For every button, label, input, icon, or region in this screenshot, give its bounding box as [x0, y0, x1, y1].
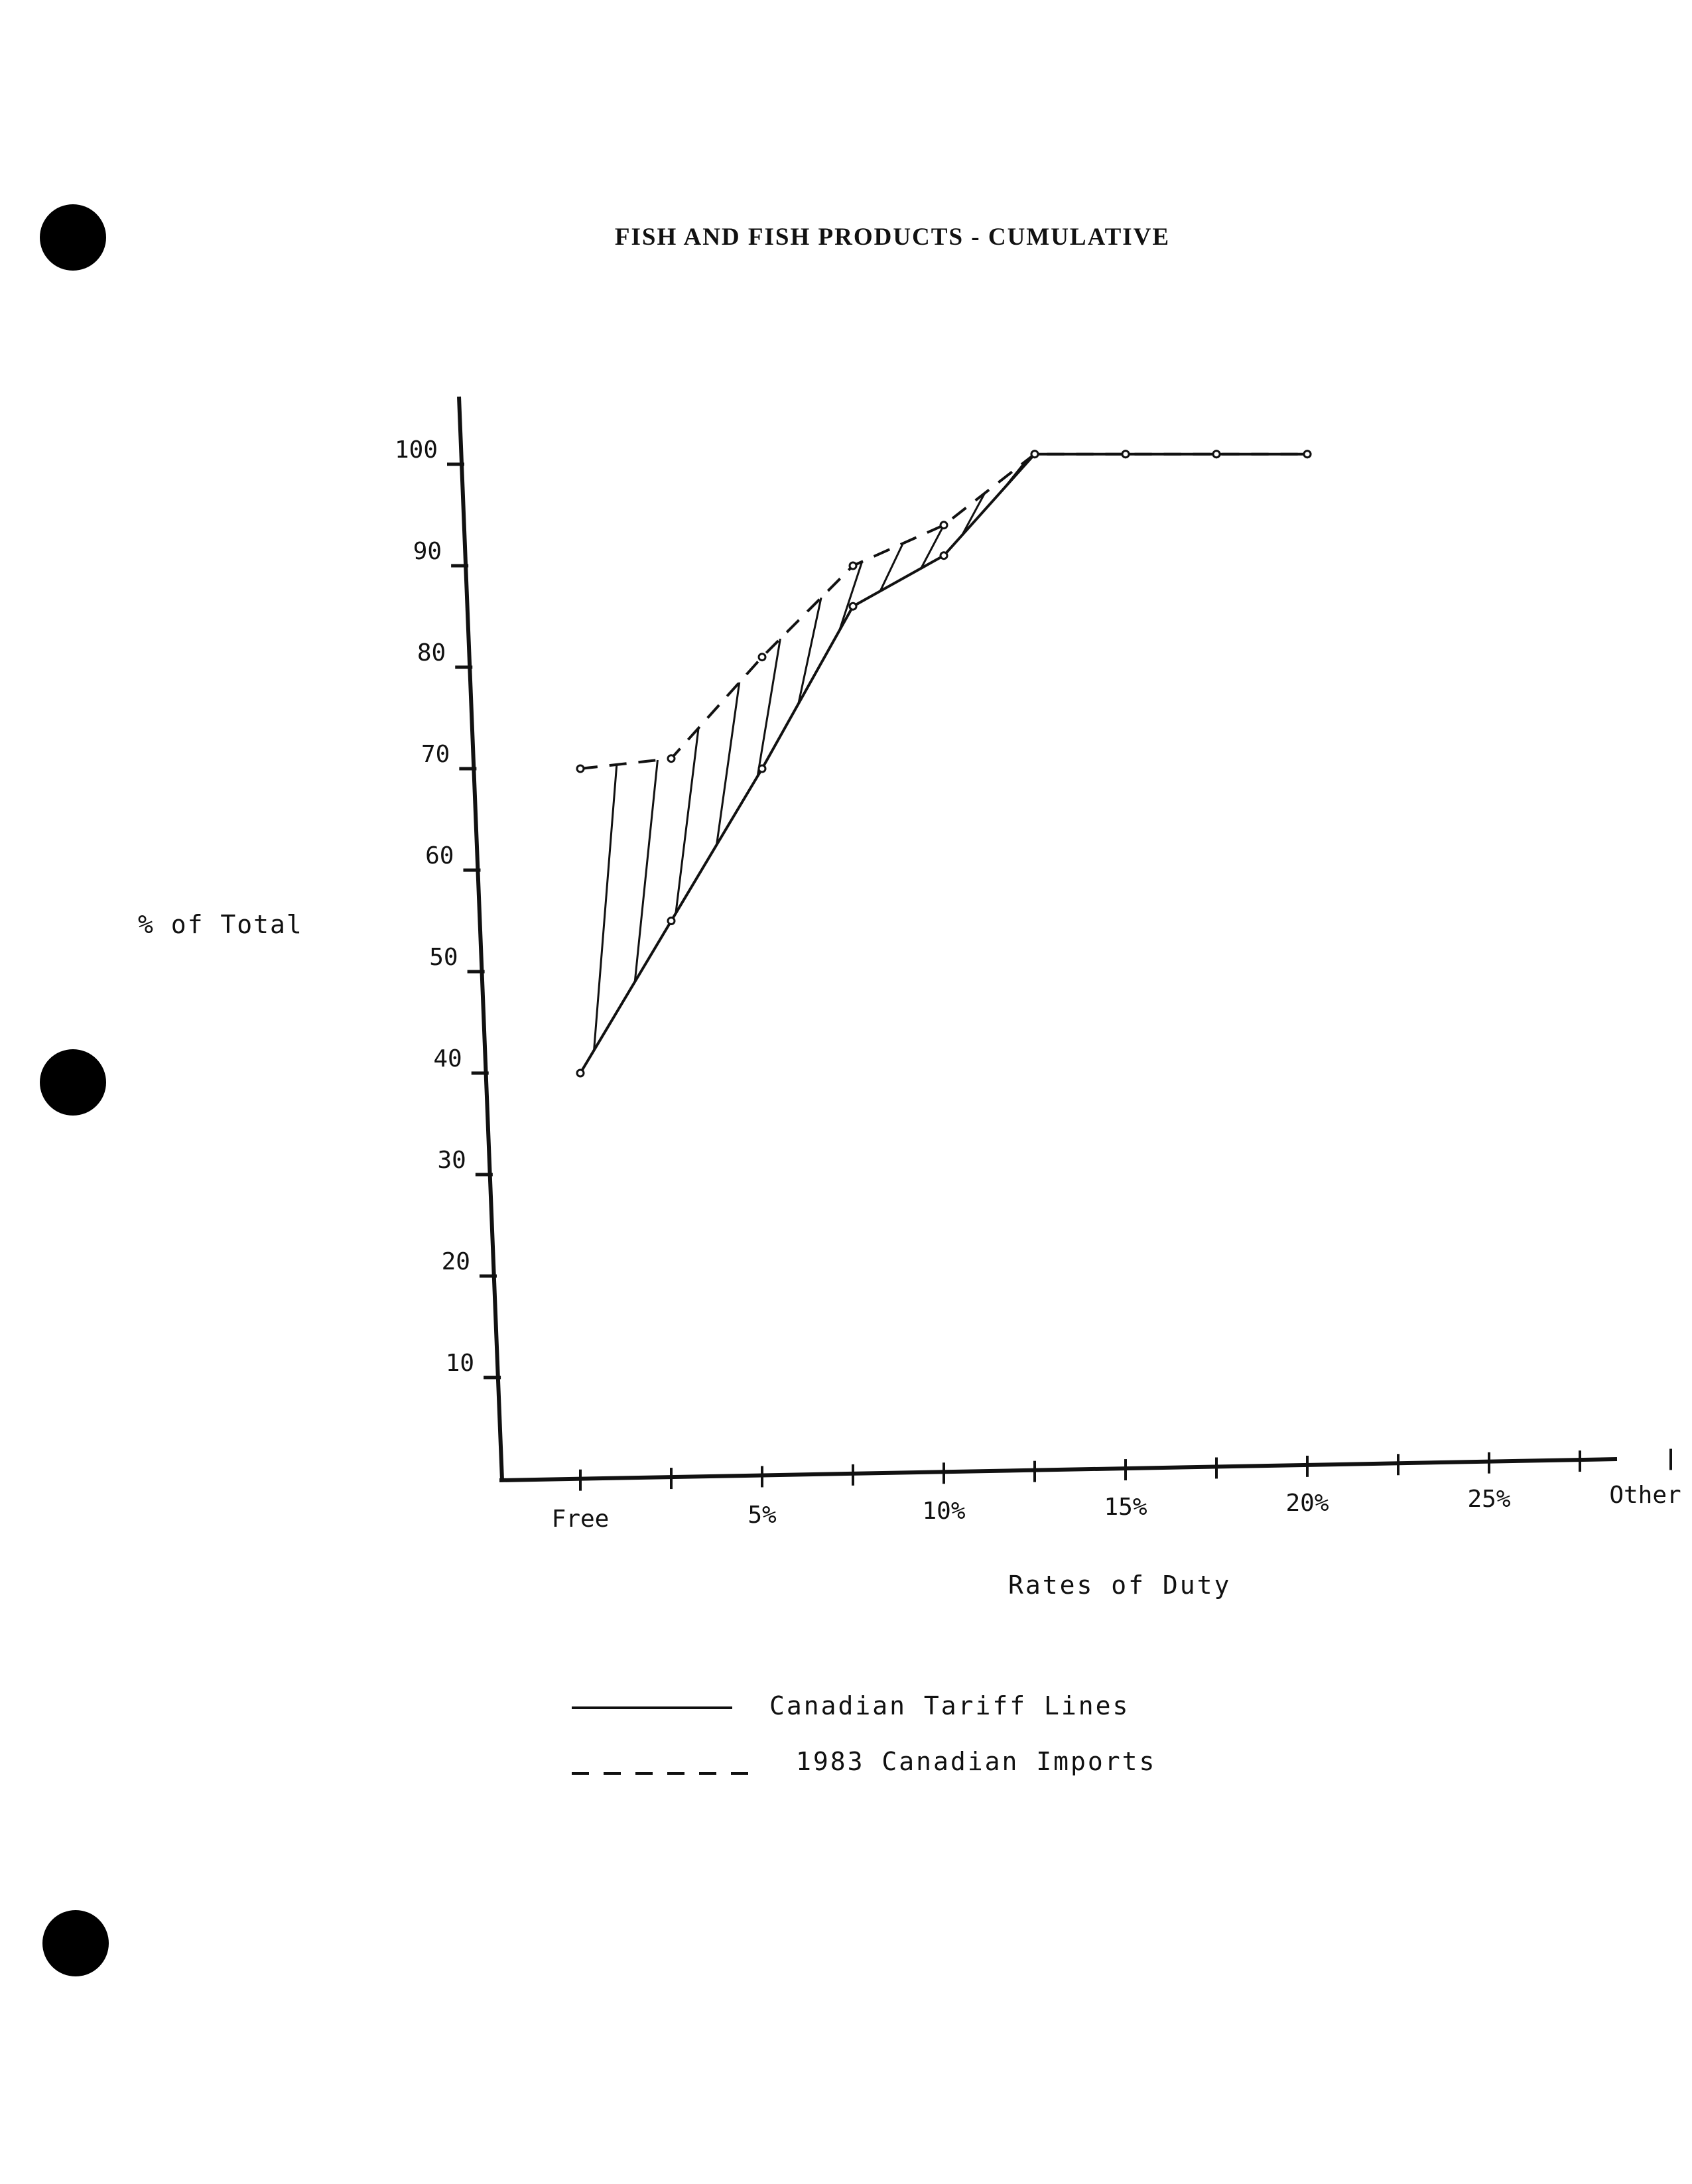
data-point: [850, 603, 856, 610]
legend-swatches: [572, 1708, 753, 1773]
y-axis-label: % of Total: [138, 910, 303, 939]
y-tick-label: 60: [425, 842, 454, 869]
x-tick-label: 20%: [1285, 1490, 1329, 1517]
y-tick-label: 80: [417, 639, 446, 667]
x-axis-label: Rates of Duty: [1008, 1571, 1232, 1600]
y-axis-line: [459, 397, 502, 1480]
y-tick-label: 30: [437, 1147, 466, 1174]
x-tick-label: Other: [1609, 1482, 1681, 1509]
y-tick-label: 40: [433, 1045, 462, 1072]
legend-label-imports: 1983 Canadian Imports: [796, 1747, 1157, 1776]
data-point: [850, 562, 856, 569]
data-point: [577, 765, 584, 772]
data-point: [759, 654, 765, 661]
hatch-line: [839, 562, 862, 631]
data-point: [1031, 451, 1038, 458]
data-point: [577, 1070, 584, 1076]
data-point: [941, 522, 947, 529]
y-tick-label: 20: [441, 1248, 470, 1275]
y-tick-label: 90: [413, 538, 442, 565]
data-point: [668, 918, 675, 925]
data-point: [1122, 451, 1129, 458]
data-point: [1213, 451, 1220, 458]
y-tick-label: 100: [394, 436, 438, 464]
chart-title: FISH AND FISH PRODUCTS - CUMULATIVE: [614, 224, 1171, 251]
x-tick-label: 25%: [1467, 1486, 1511, 1513]
hatch-line: [717, 682, 740, 845]
legend-label-tariff-lines: Canadian Tariff Lines: [769, 1691, 1130, 1720]
data-point: [941, 552, 947, 559]
x-tick-label: 10%: [922, 1498, 966, 1525]
y-tick-label: 70: [421, 741, 450, 768]
y-tick-label: 50: [429, 944, 458, 971]
series-imports: [580, 454, 1307, 769]
hatch-line: [676, 728, 698, 913]
x-tick-label: 5%: [748, 1502, 777, 1529]
chart-axes: [459, 397, 1617, 1480]
x-tick-label: 15%: [1104, 1494, 1147, 1521]
x-tick-label: Free: [551, 1506, 610, 1533]
data-point: [668, 755, 675, 762]
x-axis-line: [499, 1459, 1617, 1480]
series-tariff-lines: [580, 454, 1307, 1073]
series-lines: [577, 451, 1311, 1076]
y-axis-ticks: [395, 436, 501, 1378]
hatch-region: [594, 461, 1026, 1050]
data-point: [1304, 451, 1311, 458]
data-point: [759, 765, 765, 772]
hatch-line: [799, 598, 821, 704]
y-tick-label: 10: [445, 1350, 475, 1377]
hatch-line: [594, 765, 617, 1051]
